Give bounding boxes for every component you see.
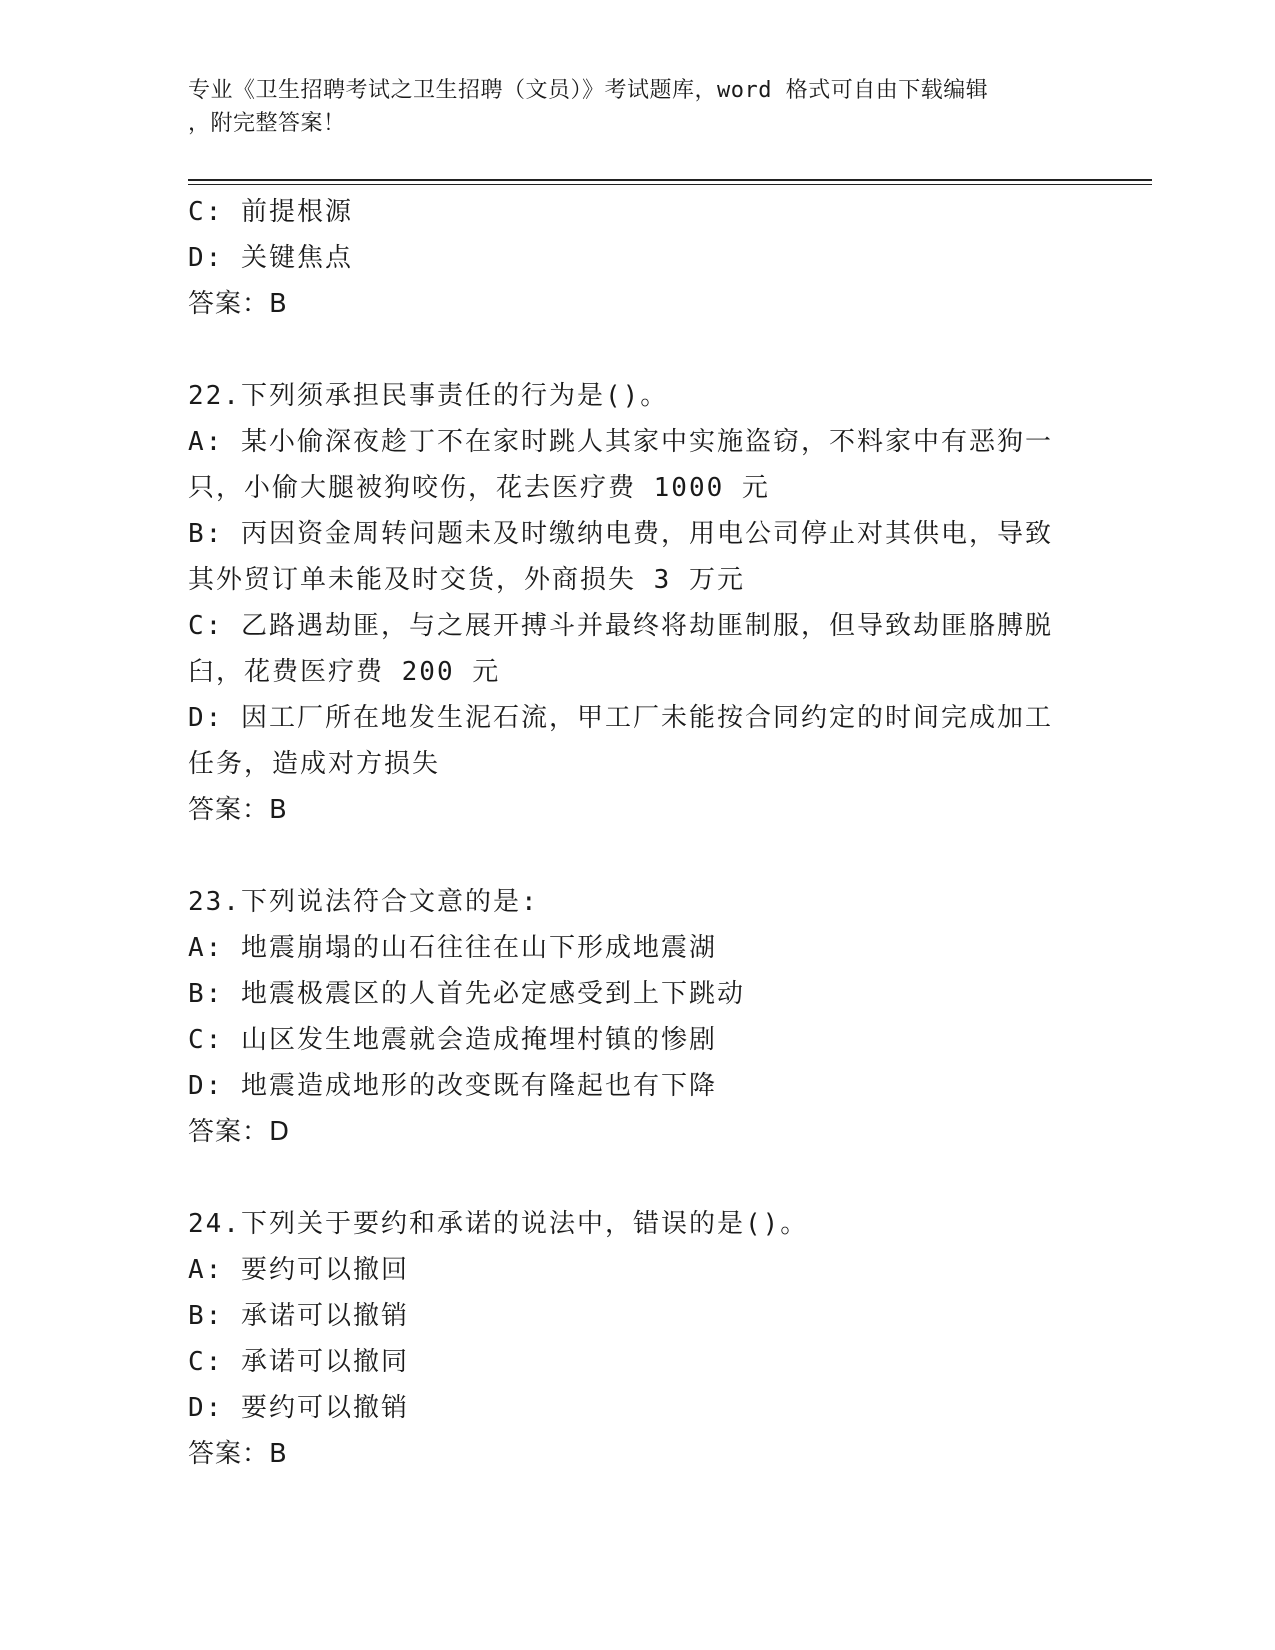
question-stem: 23.下列说法符合文意的是: (188, 887, 539, 917)
question-stem: 24.下列关于要约和承诺的说法中，错误的是()。 (188, 1209, 809, 1239)
option-c: C: 乙路遇劫匪，与之展开搏斗并最终将劫匪制服，但导致劫匪胳膊脱 (188, 611, 1053, 641)
option-a-continued: 只，小偷大腿被狗咬伤，花去医疗费 1000 元 (188, 473, 770, 503)
spacer (188, 1155, 1088, 1201)
answer-line: 答案：B (188, 795, 288, 825)
option-a: A: 要约可以撤回 (188, 1255, 409, 1285)
option-c: C: 承诺可以撤同 (188, 1347, 409, 1377)
option-b: B: 地震极震区的人首先必定感受到上下跳动 (188, 979, 745, 1009)
spacer (188, 833, 1088, 879)
option-c-continued: 臼，花费医疗费 200 元 (188, 657, 501, 687)
option-c: C: 前提根源 (188, 197, 353, 227)
option-d: D: 要约可以撤销 (188, 1393, 409, 1423)
spacer (188, 327, 1088, 373)
option-d: D: 关键焦点 (188, 243, 353, 273)
question-23 (188, 879, 1088, 1155)
previous-question-tail (188, 189, 1088, 327)
header-divider-thin (188, 184, 1152, 185)
option-a: A: 地震崩塌的山石往往在山下形成地震湖 (188, 933, 717, 963)
question-stem: 22.下列须承担民事责任的行为是()。 (188, 381, 669, 411)
option-d: D: 地震造成地形的改变既有隆起也有下降 (188, 1071, 717, 1101)
option-d: D: 因工厂所在地发生泥石流，甲工厂未能按合同约定的时间完成加工 (188, 703, 1053, 733)
document-header (188, 74, 1088, 140)
option-b: B: 承诺可以撤销 (188, 1301, 409, 1331)
header-line-1: 专业《卫生招聘考试之卫生招聘（文员）》考试题库，word 格式可自由下载编辑 (188, 78, 989, 103)
option-c: C: 山区发生地震就会造成掩埋村镇的惨剧 (188, 1025, 717, 1055)
option-d-continued: 任务，造成对方损失 (188, 749, 441, 779)
option-a: A: 某小偷深夜趁丁不在家时跳人其家中实施盗窃，不料家中有恶狗一 (188, 427, 1053, 457)
answer-line: 答案：B (188, 289, 288, 319)
question-24 (188, 1201, 1088, 1477)
header-divider-thick (188, 179, 1152, 181)
question-22 (188, 373, 1088, 833)
question-content (188, 189, 1088, 1477)
header-line-2: ，附完整答案！ (188, 111, 346, 136)
option-b: B: 丙因资金周转问题未及时缴纳电费，用电公司停止对其供电，导致 (188, 519, 1053, 549)
option-b-continued: 其外贸订单未能及时交货，外商损失 3 万元 (188, 565, 745, 595)
answer-line: 答案：B (188, 1439, 288, 1469)
answer-line: 答案：D (188, 1117, 291, 1147)
